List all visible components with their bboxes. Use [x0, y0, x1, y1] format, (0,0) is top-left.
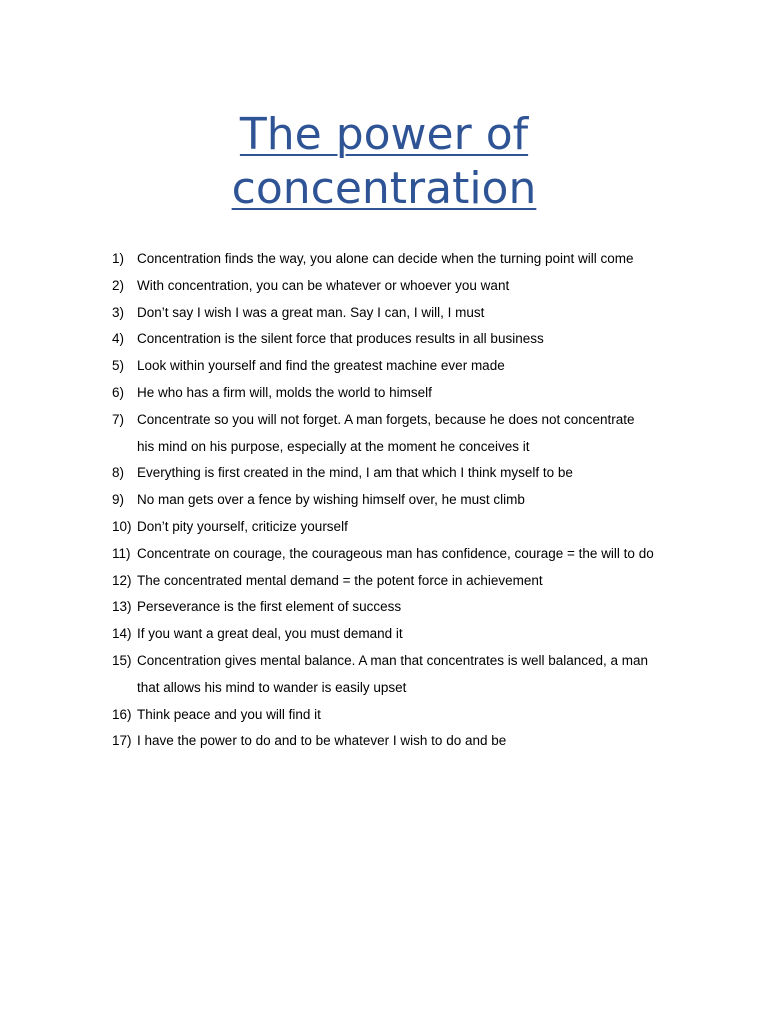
list-item-text [137, 621, 712, 648]
list-item-number: 1) [112, 251, 125, 266]
list-item-text [137, 353, 712, 380]
list-item-line: He who has a firm will, molds the world to himself [137, 384, 432, 400]
list-item-number: 16) [112, 706, 132, 722]
list-item-text [137, 702, 712, 729]
list-item [112, 380, 712, 407]
list-item [112, 648, 712, 702]
list-item-line: Everything is first created in the mind, I am that which I think myself to be [137, 465, 573, 481]
title-line-2: concentration [231, 163, 537, 214]
list-item-number: 14) [112, 626, 132, 642]
list-item-text [137, 246, 712, 273]
list-item-number: 6) [112, 384, 125, 400]
list-item [112, 326, 712, 353]
list-item-text [137, 568, 712, 595]
list-item-text [137, 460, 712, 487]
list-item-number: 13) [112, 599, 132, 615]
list-item [112, 621, 712, 648]
list-item [112, 353, 712, 380]
list-item-number: 15) [112, 652, 132, 668]
list-item-number: 3) [112, 304, 125, 320]
list-item-text [137, 728, 712, 755]
list-item [112, 273, 712, 300]
list-item-line: that allows his mind to wander is easily upset [137, 679, 407, 695]
list-item [112, 728, 712, 755]
list-item-line: Think peace and you will find it [137, 706, 321, 722]
list-item [112, 487, 712, 514]
list-item-number: 2) [112, 277, 125, 293]
list-item-text [137, 407, 712, 461]
list-item [112, 594, 712, 621]
list-item-number: 8) [112, 465, 125, 481]
list-item-line: The concentrated mental demand = the potent force in achievement [137, 572, 543, 588]
list-item-line: Concentration is the silent force that produces results in all business [137, 331, 544, 347]
list-item-line: No man gets over a fence by wishing himself over, he must climb [137, 492, 525, 508]
list-item-number: 9) [112, 492, 125, 508]
document-title [0, 108, 768, 216]
list-item [112, 568, 712, 595]
list-item-number: 4) [112, 331, 125, 347]
list-item [112, 702, 712, 729]
list-item [112, 300, 712, 327]
list-item-line: his mind on his purpose, especially at the moment he conceives it [137, 438, 530, 454]
list-item [112, 541, 712, 568]
list-item-line: Look within yourself and find the greatest machine ever made [137, 358, 505, 374]
list-item-number: 10) [112, 518, 132, 534]
list-item [112, 514, 712, 541]
list-item [112, 407, 712, 461]
list-item [112, 460, 712, 487]
list-item-line: Concentration finds the way, you alone can decide when the turning point will come [137, 251, 634, 266]
list-item-text [137, 487, 712, 514]
list-item-text [137, 514, 712, 541]
list-item-line: Don’t pity yourself, criticize yourself [137, 518, 348, 534]
list-item-line: Concentrate on courage, the courageous man has confidence, courage = the will to do [137, 545, 654, 561]
list-item-text [137, 594, 712, 621]
list-item-text [137, 380, 712, 407]
list-item-number: 11) [112, 545, 131, 561]
list-item-number: 7) [112, 411, 125, 427]
list-item-line: Concentrate so you will not forget. A man forgets, because he does not concentrate [137, 411, 635, 427]
list-item-text [137, 326, 712, 353]
list-item-line: Perseverance is the first element of success [137, 599, 402, 615]
list-item-text [137, 300, 712, 327]
title-line-1: The power of [239, 109, 529, 160]
list-item-text [137, 648, 712, 702]
numbered-list [112, 246, 712, 755]
list-item-number: 5) [112, 358, 125, 374]
list-item-text [137, 273, 712, 300]
list-item-number: 12) [112, 572, 132, 588]
list-item-text [137, 541, 712, 568]
list-item-line: Don’t say I wish I was a great man. Say I can, I will, I must [137, 304, 485, 320]
list-item-number: 17) [112, 733, 132, 749]
list-item-line: Concentration gives mental balance. A man that concentrates is well balanced, a man [137, 652, 649, 668]
list-item-line: I have the power to do and to be whatever I wish to do and be [137, 733, 507, 749]
list-item-line: If you want a great deal, you must demand it [137, 626, 403, 642]
list-item [112, 246, 712, 273]
list-item-line: With concentration, you can be whatever or whoever you want [137, 277, 510, 293]
